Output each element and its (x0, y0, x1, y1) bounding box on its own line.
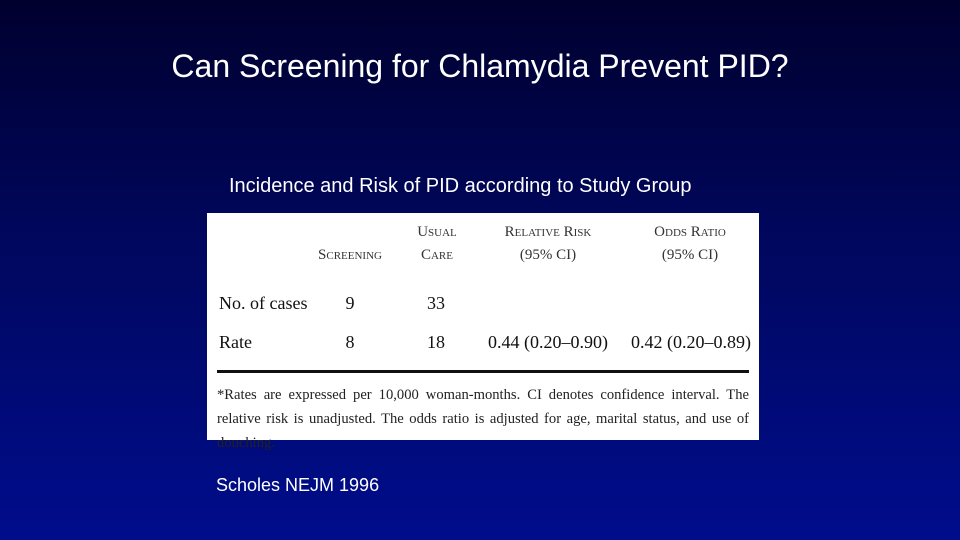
cell-screening: 8 (345, 332, 355, 352)
cell-odds-ratio: 0.42 (0.20–0.89) (631, 332, 751, 352)
row-label: No. of cases (219, 293, 308, 313)
citation: Scholes NEJM 1996 (216, 475, 380, 495)
cell-relative-risk: 0.44 (0.20–0.90) (488, 332, 608, 352)
header-text: Relative Risk (504, 224, 592, 240)
table-divider (217, 370, 749, 373)
header-screening (307, 244, 393, 267)
header-usual-care (402, 221, 472, 267)
header-odds-ratio (625, 221, 755, 267)
header-text: Care (420, 247, 453, 263)
cell-screening: 9 (345, 293, 355, 313)
header-text: Screening (318, 247, 382, 263)
cell-usual-care: 18 (427, 332, 445, 352)
header-relative-risk (483, 221, 613, 267)
header-text: (95% CI) (519, 247, 577, 263)
slide-title: Can Screening for Chlamydia Prevent PID? (171, 48, 789, 84)
table-footnote: *Rates are expressed per 10,000 woman-months. CI denotes confidence interval. The relative risk is unadjusted. The odds ratio is adjusted for age, marital status, and use of douching. (217, 387, 749, 451)
header-text: (95% CI) (661, 247, 719, 263)
slide-subtitle: Incidence and Risk of PID according to Study Group (229, 175, 692, 197)
results-table (207, 213, 759, 451)
cell-usual-care: 33 (427, 293, 445, 313)
header-text: Usual (417, 224, 457, 240)
row-label: Rate (219, 332, 252, 352)
header-text: Odds Ratio (654, 224, 726, 240)
